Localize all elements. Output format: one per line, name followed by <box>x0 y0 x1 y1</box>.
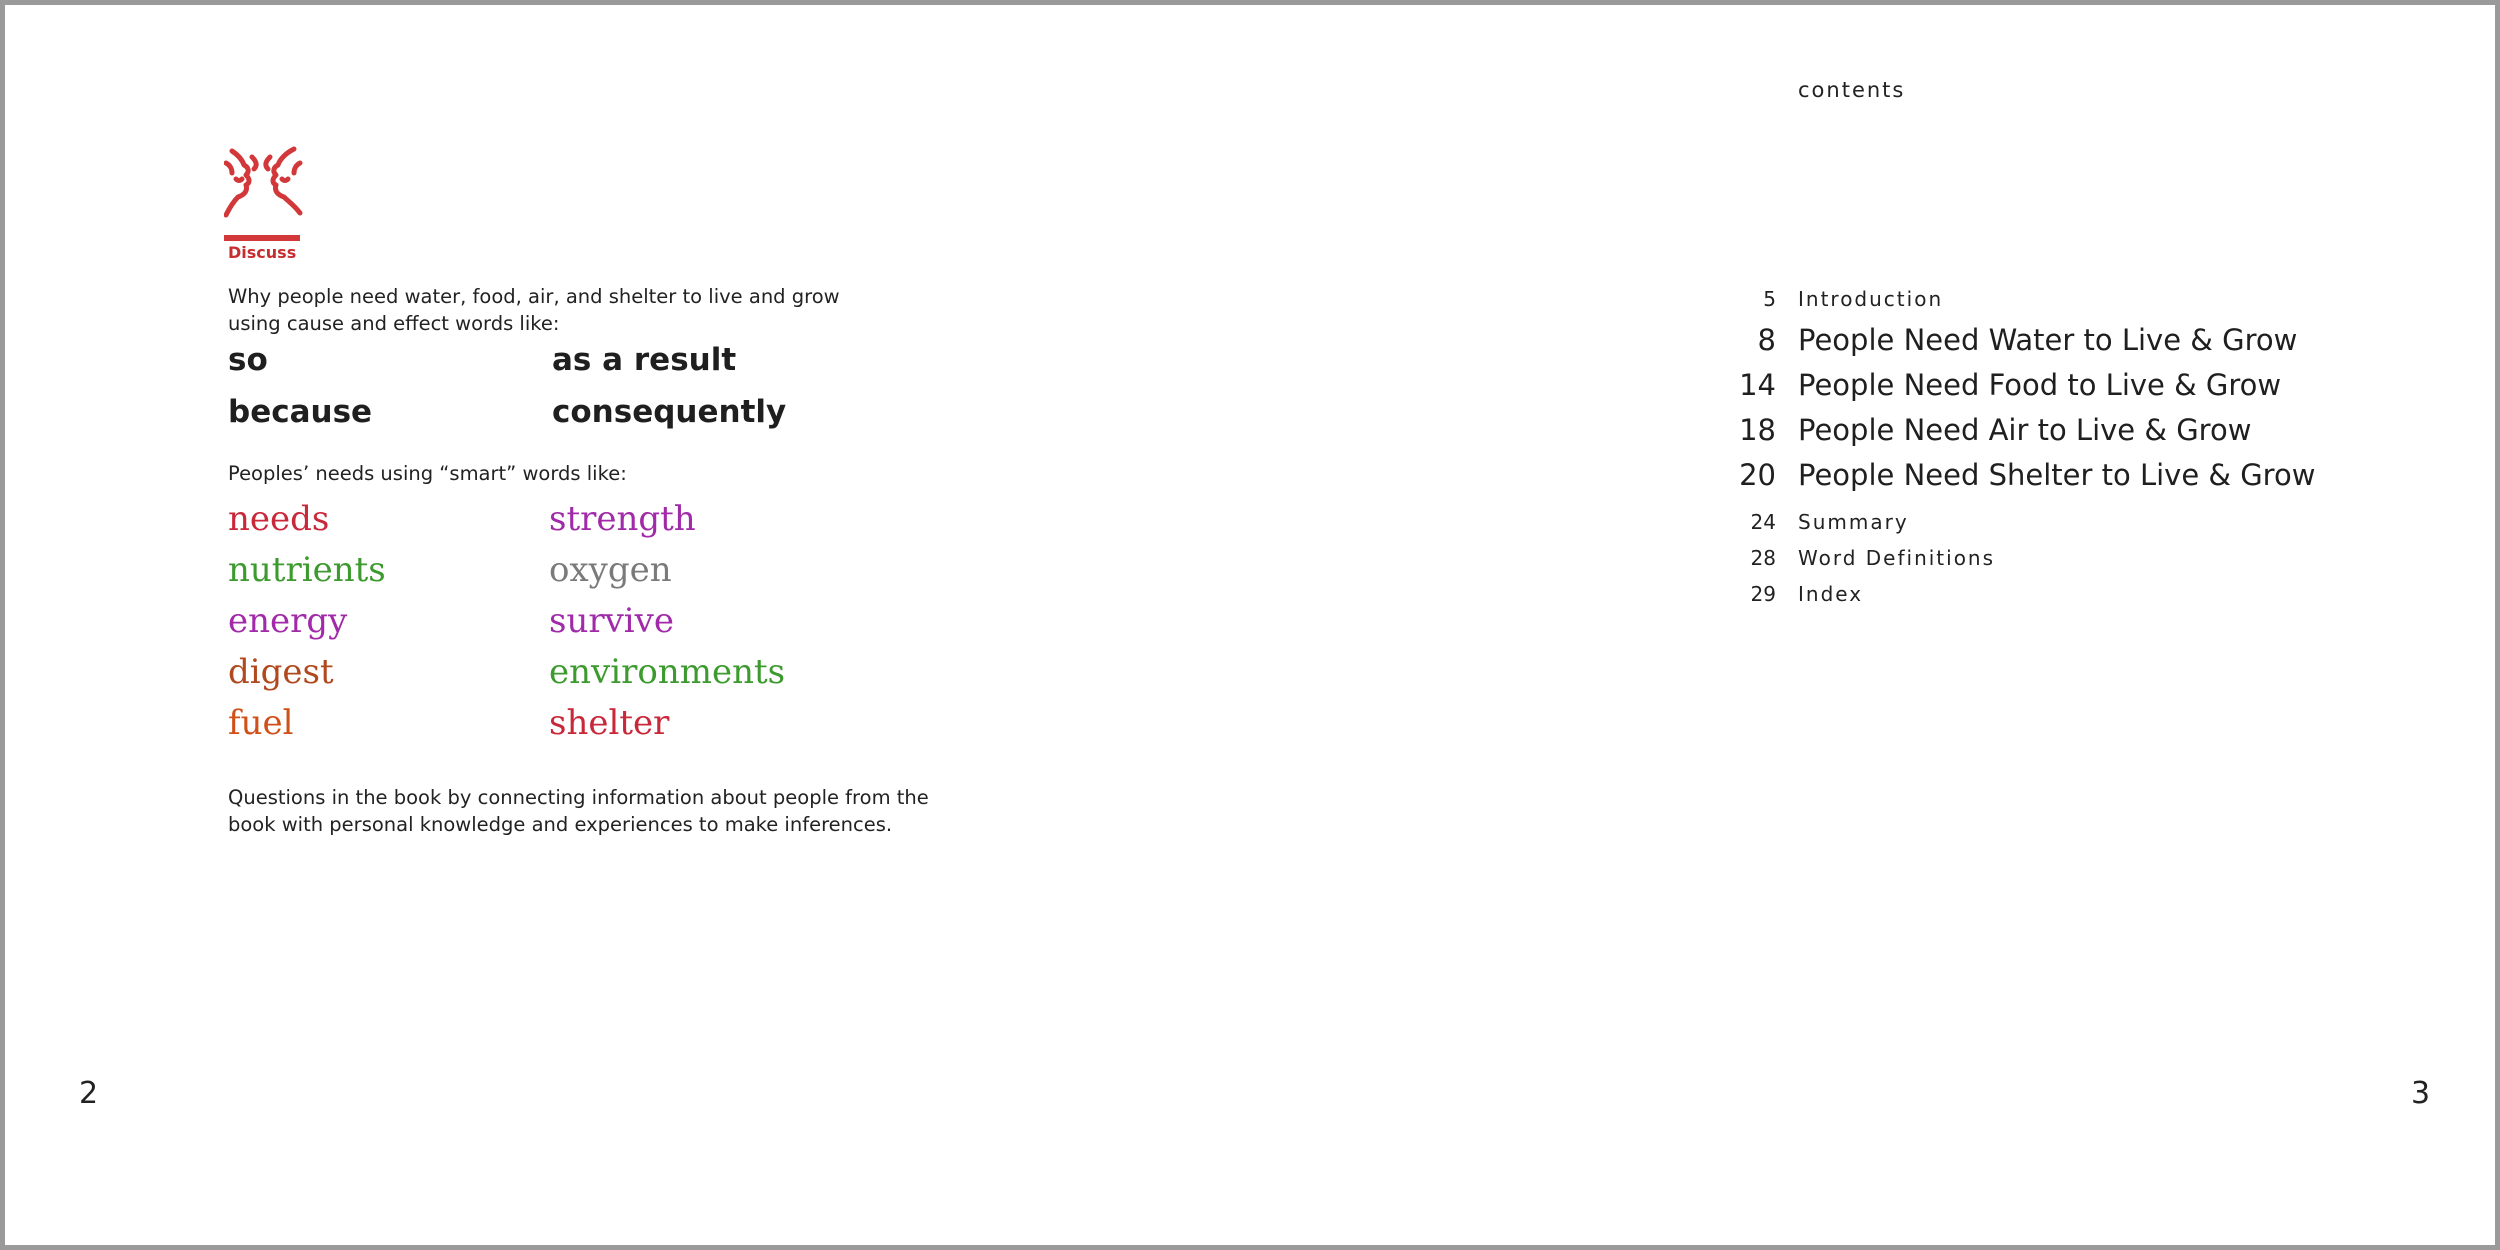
smart-word: shelter <box>549 703 670 743</box>
intro-line-2: using cause and effect words like: <box>228 312 560 335</box>
cause-word: because <box>228 394 373 430</box>
page-number-left: 2 <box>79 1076 99 1111</box>
toc-page-number: 18 <box>1739 413 1776 447</box>
cause-word: as a result <box>552 342 737 378</box>
discuss-label: Discuss <box>228 243 297 262</box>
toc-title: People Need Shelter to Live & Grow <box>1798 458 2316 492</box>
toc-page-number: 20 <box>1739 458 1776 492</box>
smart-word: fuel <box>228 703 294 743</box>
toc-title: Summary <box>1798 510 1909 534</box>
toc-page-number: 14 <box>1739 368 1776 402</box>
toc-title: Index <box>1798 582 1864 606</box>
toc-page-number: 24 <box>1750 510 1776 534</box>
toc-title: Word Definitions <box>1798 546 1996 570</box>
smart-word: survive <box>549 601 675 641</box>
smart-word: environments <box>549 652 786 692</box>
smart-word: energy <box>228 601 348 641</box>
cause-word: so <box>228 342 268 378</box>
contents-heading: contents <box>1798 78 1906 102</box>
toc-page-number: 5 <box>1763 287 1776 311</box>
intro-line-1: Why people need water, food, air, and shelter to live and grow <box>228 285 840 308</box>
page-number-right: 3 <box>2411 1076 2431 1111</box>
smart-word: strength <box>549 499 696 539</box>
toc-title: Introduction <box>1798 287 1944 311</box>
smart-word: digest <box>228 652 334 692</box>
smart-word: nutrients <box>228 550 386 590</box>
smart-word: needs <box>228 499 330 539</box>
toc-title: People Need Food to Live & Grow <box>1798 368 2282 402</box>
smart-word: oxygen <box>549 550 672 590</box>
toc-page-number: 29 <box>1750 582 1776 606</box>
cause-word: consequently <box>552 394 787 430</box>
smart-words-intro: Peoples’ needs using “smart” words like: <box>228 462 627 485</box>
questions-line-2: book with personal knowledge and experiences to make inferences. <box>228 813 893 836</box>
two-faces-discuss-icon <box>224 145 304 249</box>
toc-title: People Need Air to Live & Grow <box>1798 413 2252 447</box>
cause-effect-intro <box>228 283 868 337</box>
toc-title: People Need Water to Live & Grow <box>1798 323 2298 357</box>
toc-page-number: 8 <box>1757 323 1776 357</box>
questions-text <box>228 784 948 838</box>
questions-line-1: Questions in the book by connecting information about people from the <box>228 786 929 809</box>
toc-page-number: 28 <box>1750 546 1776 570</box>
